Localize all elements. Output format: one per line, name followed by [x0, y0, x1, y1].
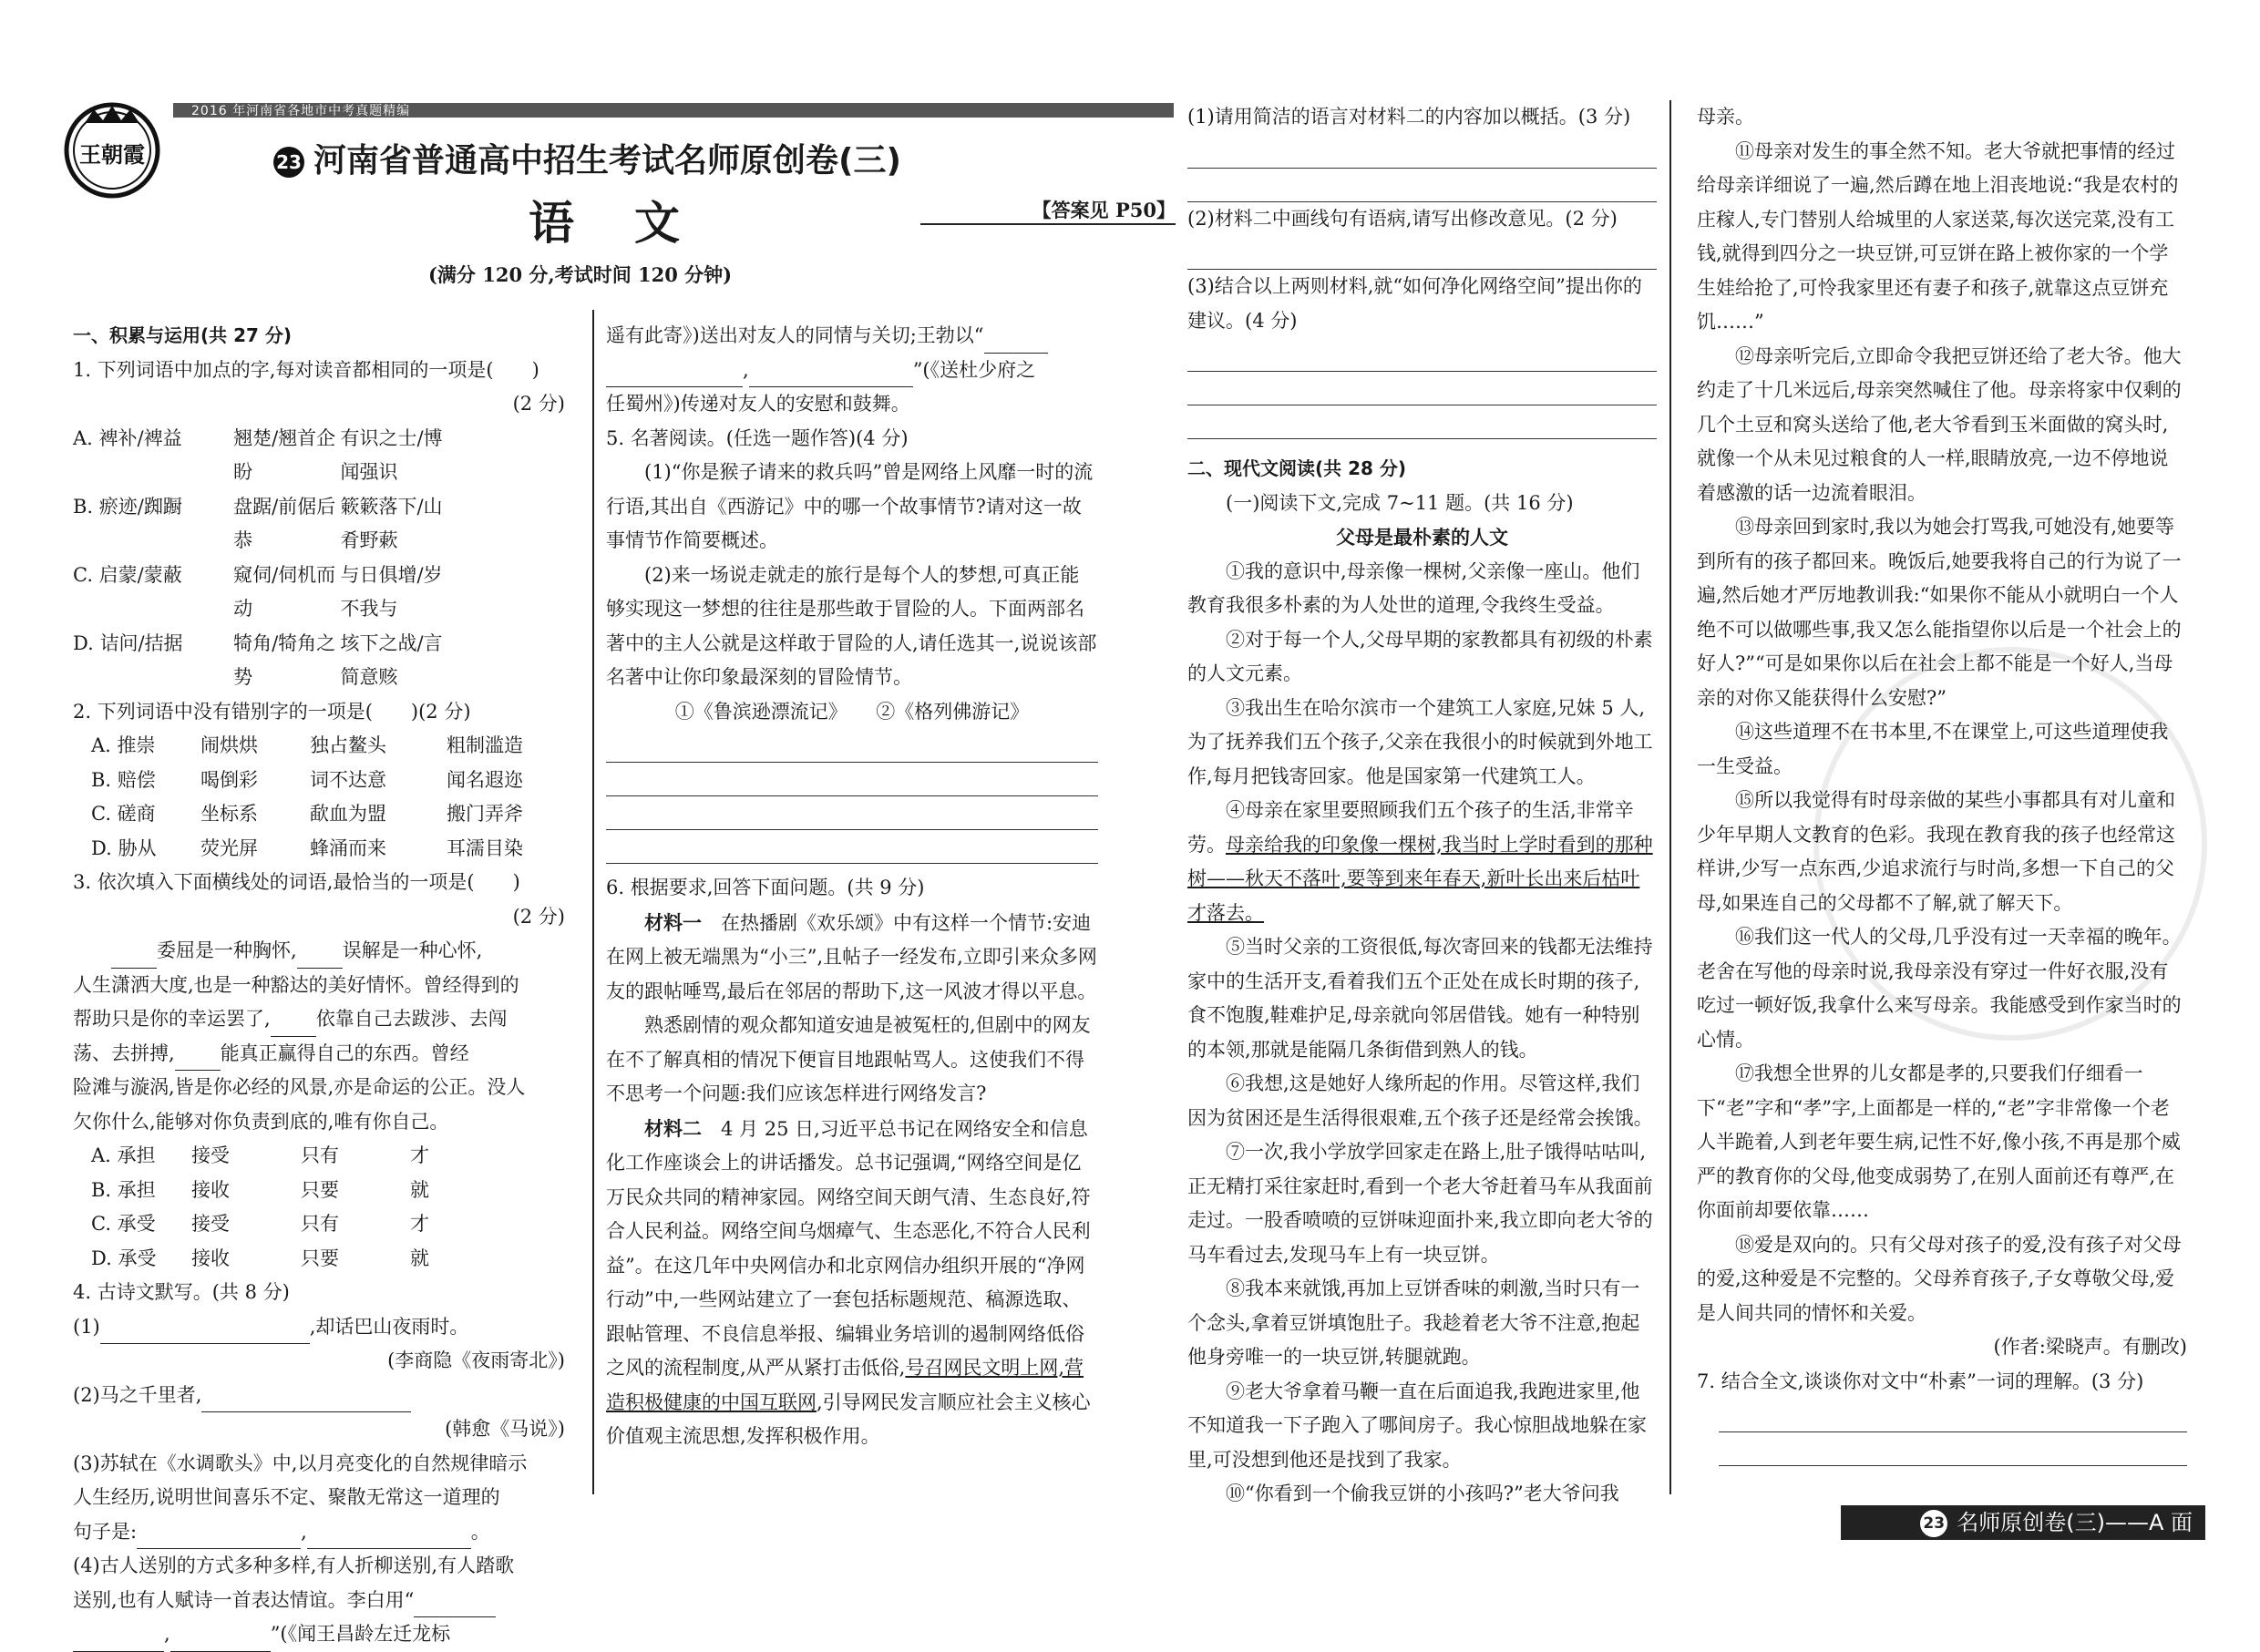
question-4: 4. 古诗文默写。(共 8 分): [73, 1281, 290, 1303]
exam-title-text: 河南省普通高中招生考试名师原创卷(三): [313, 142, 901, 180]
question-6-1: (1)请用简洁的语言对材料二的内容加以概括。(3 分): [1187, 106, 1631, 128]
answer-line[interactable]: [1187, 405, 1657, 439]
page-footer: [1841, 1505, 2205, 1540]
answer-line[interactable]: [1187, 135, 1657, 169]
answer-reference: 【答案见 P50】: [920, 196, 1176, 225]
series-text: 2016 年河南省各地市中考真题精编: [191, 104, 411, 118]
question-score: (2 分): [512, 905, 565, 928]
exam-subtitle: (满分 120 分,考试时间 120 分钟): [428, 263, 733, 286]
exam-title: [273, 135, 901, 181]
answer-line[interactable]: [606, 830, 1098, 864]
answer-line[interactable]: [606, 796, 1098, 830]
article-title: 父母是最朴素的人文: [1336, 526, 1508, 549]
question-3: 3. 依次填入下面横线处的词语,最恰当的一项是( ): [73, 871, 520, 893]
section-heading: 一、积累与运用(共 27 分): [73, 324, 293, 346]
logo-text: 王朝霞: [79, 141, 145, 168]
section-heading: 二、现代文阅读(共 28 分): [1187, 457, 1407, 479]
footer-number: 23: [1920, 1510, 1947, 1537]
question-6: 6. 根据要求,回答下面问题。(共 9 分): [606, 877, 925, 898]
answer-line[interactable]: [1719, 1432, 2187, 1466]
column-divider: [592, 310, 594, 1494]
question-5: 5. 名著阅读。(任选一题作答)(4 分): [606, 426, 909, 449]
question-7: 7. 结合全文,谈谈你对文中“朴素”一词的理解。(3 分): [1697, 1370, 2144, 1392]
question-6-2: (2)材料二中画线句有语病,请写出修改意见。(2 分): [1187, 207, 1618, 230]
q3-options: A. 承担 接受 只有 才 B. 承担 接收 只要 就 C. 承受 接受 只有 才 D. 承受 接收 只要 就: [91, 1144, 429, 1269]
column-4: 母亲。 ⑪母亲对发生的事全然不知。老大爷就把事情的经过给母亲详细说了一遍,然后蹲在地上泪丧地说:“我是农村的庄稼人,专门替别人给城里的人家送菜,每次送完菜,没有工钱,就得到四分之一块豆饼,可豆饼在路上被你家的一个学生娃给抢了,可怜我家里还有妻子和孩子,就靠这点豆饼充饥……” ⑫母亲听完后,立即命令我把豆饼还给了老大爷。他大约走了十几米远后,母亲突然喊住了他。母亲将家中仅剩的几个土豆和窝头送给了他,老大爷看到玉米面做的窝头时,就像一个从未见过粮食的人一样,眼睛放亮,一边不停地说着感激的话一边流着眼泪。 ⑬母亲回到家时,我以为她会打骂我,可她没有,她要等到所有的孩子都回来。晚饭后,她要我将自己的行为说了一遍,然后她才严厉地教训我:“如果你不能从小就明白一个人绝不可以做哪些事,我又怎么能指望你以后是一个社会上的好人?”“可是如果你以后在社会上都不能是一个好人,当母亲的对你又能获得什么安慰?” ⑭这些道理不在书本里,不在课堂上,可这些道理使我一生受益。 ⑮所以我觉得有时母亲做的某些小事都具有对儿童和少年早期人文教育的色彩。我现在教育我的孩子也经常这样讲,少写一点东西,少追求流行与时尚,多想一下自己的父母,如果连自己的父母都不了解,就了解天下。 ⑯我们这一代人的父母,几乎没有过一天幸福的晚年。老舍在写他的母亲时说,我母亲没有穿过一件好衣服,没有吃过一顿好饭,我拿什么来写母亲。我能感受到作家当时的心情。 ⑰我想全世界的儿女都是孝的,只要我们仔细看一下“老”字和“孝”字,上面都是一样的,“老”字非常像一个老人半跪着,人到老年要生病,记性不好,像小孩,不再是那个威严的教育你的父母,他变成弱势了,在别人面前还有尊严,在你面前却要依靠…… ⑱爱是双向的。只有父母对孩子的爱,没有孩子对父母的爱,这种爱是不完整的。父母养育孩子,子女尊敬父母,爱是人间共同的情怀和关爱。 (作者:梁晓声。有删改) 7. 结合全文,谈谈你对文中“朴素”一词的理解。(3 分): [1697, 100, 2187, 1466]
book-options: ①《鲁滨逊漂流记》 ②《格列佛游记》: [674, 700, 1030, 723]
answer-line[interactable]: [1187, 236, 1657, 270]
exam-number: 23: [273, 147, 304, 178]
footer-label: 名师原创卷(三)——A 面: [1957, 1510, 2193, 1535]
question-1: 1. 下列词语中加点的字,每对读音都相同的一项是( ): [73, 358, 539, 381]
question-score: (2 分): [512, 393, 565, 415]
answer-line[interactable]: [1719, 1399, 2187, 1432]
question-2: 2. 下列词语中没有错别字的一项是( )(2 分): [73, 700, 471, 723]
answer-line[interactable]: [606, 729, 1098, 763]
q2-options: A. 推崇 闹烘烘 独占鳌头 粗制滥造 B. 赔偿 喝倒彩 词不达意 闻名遐迩 C. 磋商 坐标系 歃血为盟 搬门弄斧 D. 胁从 荧光屏 蜂涌而来 耳濡目染: [91, 734, 523, 859]
article-author: (作者:梁晓声。有删改): [1993, 1336, 2187, 1358]
answer-line[interactable]: [1187, 169, 1657, 202]
q1-options: A. 裨补/裨益 翘楚/翘首企盼 有识之士/博闻强识 B. 瘀迹/踟蹰 盘踞/前倨后恭 簌簌落下/山肴野蔌 C. 启蒙/蒙蔽 窥伺/伺机而动 与日俱增/岁不我与 D. 诘问/拮据 犄角/犄角之势 垓下之战/言简意赅: [73, 426, 443, 688]
column-1: 一、积累与运用(共 27 分) 1. 下列词语中加点的字,每对读音都相同的一项是( ) (2 分) A. 裨补/裨益 翘楚/翘首企盼 有识之士/博闻强识 B. 瘀迹/踟蹰 盘踞/前倨后恭 簌簌落下/山肴野蔌 C. 启蒙/蒙蔽 窥伺/伺机而动 与日俱增/岁不我与 D. 诘问/拮据 犄角/犄角之势 垓下之战/言简意赅 2. 下列词语中没有错别字的一项是( )(2 分) A. 推崇 闹烘烘 独占鳌头 粗制滥造 B. 赔偿 喝倒彩 词不达意 闻名遐迩 C. 磋商 坐标系 歃血为盟 搬门弄斧 D. 胁从 荧光屏 蜂涌而来 耳濡目染 3. 依次填入下面横线处的词语,最恰当的一项是( ) (2 分) 委屈是一种胸怀, 误解是一种心怀, 人生潇洒大度,也是一种豁达的美好情怀。曾经得到的 帮助只是你的幸运罢了, 依靠自己去跋涉、去闯 荡、去拼搏, 能真正赢得自己的东西。曾经 险滩与漩涡,皆是你必经的风景,亦是命运的公正。没人 欠你什么,能够对你负责到底的,唯有你自己。 A. 承担 接受 只有 才 B. 承担 接收 只要 就 C. 承受 接受 只有 才 D. 承受 接收 只要 就 4. 古诗文默写。(共 8 分) (1) ,却话巴山夜雨时。 (李商隐《夜雨寄北》) (2)马之千里者, (韩愈《马说》) (3)苏轼在《水调歌头》中,以月亮变化的自然规律暗示 人生经历,说明世间喜乐不定、聚散无常这一道理的 句子是: , 。 (4)古人送别的方式多种多样,有人折柳送别,有人踏歌 送别,也有人赋诗一首表达情谊。李白用“ , ”(《闻王昌龄左迁龙标: [73, 319, 565, 1652]
column-3: (1)请用简洁的语言对材料二的内容加以概括。(3 分) (2)材料二中画线句有语病,请写出修改意见。(2 分) (3)结合以上两则材料,就“如何净化网络空间”提出你的建议。(4 分) 二、现代文阅读(共 28 分) (一)阅读下文,完成 7~11 题。(共 16 分) 父母是最朴素的人文 ①我的意识中,母亲像一棵树,父亲像一座山。他们教育我很多朴素的为人处世的道理,令我终生受益。 ②对于每一个人,父母早期的家教都具有初级的朴素的人文元素。 ③我出生在哈尔滨市一个建筑工人家庭,兄妹 5 人,为了抚养我们五个孩子,父亲在我很小的时候就到外地工作,每月把钱寄回家。他是国家第一代建筑工人。 ④母亲在家里要照顾我们五个孩子的生活,非常辛劳。母亲给我的印象像一棵树,我当时上学时看到的那种树——秋天不落叶,要等到来年春天,新叶长出来后枯叶才落去。 ⑤当时父亲的工资很低,每次寄回来的钱都无法维持家中的生活开支,看着我们五个正处在成长时期的孩子,食不饱腹,鞋难护足,母亲就向邻居借钱。她有一种特别的本领,那就是能隔几条街借到熟人的钱。 ⑥我想,这是她好人缘所起的作用。尽管这样,我们因为贫困还是生活得很艰难,五个孩子还是经常会挨饿。 ⑦一次,我小学放学回家走在路上,肚子饿得咕咕叫,正无精打采往家赶时,看到一个老大爷赶着马车从我面前走过。一股香喷喷的豆饼味迎面扑来,我立即向老大爷的马车看过去,发现马车上有一块豆饼。 ⑧我本来就饿,再加上豆饼香味的刺激,当时只有一个念头,拿着豆饼填饱肚子。我趁着老大爷不注意,抱起他身旁唯一的一块豆饼,转腿就跑。 ⑨老大爷拿着马鞭一直在后面追我,我跑进家里,他不知道我一下子跑入了哪间房子。我心惊胆战地躲在家里,可没想到他还是找到了我家。 ⑩“你看到一个偷我豆饼的小孩吗?”老大爷问我: [1187, 100, 1657, 1512]
answer-line[interactable]: [606, 763, 1098, 796]
brand-logo: [62, 100, 162, 200]
answer-line[interactable]: [1187, 372, 1657, 405]
question-6-3: (3)结合以上两则材料,就“如何净化网络空间”提出你的建议。(4 分): [1187, 275, 1642, 332]
series-bar: [173, 103, 1174, 118]
column-divider: [1669, 100, 1671, 1494]
subject-title: 语 文: [529, 197, 687, 250]
column-2: 遥有此寄》)送出对友人的同情与关切;王勃以“ , ”(《送杜少府之 任蜀州》)传递对友人的安慰和鼓舞。 5. 名著阅读。(任选一题作答)(4 分) (1)“你是猴子请来的救兵吗”曾是网络上风靡一时的流行语,其出自《西游记》中的哪一个故事情节?请对这一故事情节作简要概述。 (2)来一场说走就走的旅行是每个人的梦想,可真正能够实现这一梦想的往往是那些敢于冒险的人。下面两部名著中的主人公就是这样敢于冒险的人,请任选其一,说说该部名著中让你印象最深刻的冒险情节。 ①《鲁滨逊漂流记》 ②《格列佛游记》 6. 根据要求,回答下面问题。(共 9 分) 材料一 在热播剧《欢乐颂》中有这样一个情节:安迪在网上被无端黑为“小三”,且帖子一经发布,立即引来众多网友的跟帖唾骂,最后在邻居的帮助下,这一风波才得以平息。 熟悉剧情的观众都知道安迪是被冤枉的,但剧中的网友在不了解真相的情况下便盲目地跟帖骂人。这使我们不得不思考一个问题:我们应该怎样进行网络发言? 材料二 4 月 25 日,习近平总书记在网络安全和信息化工作座谈会上的讲话播发。总书记强调,“网络空间是亿万民众共同的精神家园。网络空间天朗气清、生态良好,符合人民利益。网络空间乌烟瘴气、生态恶化,不符合人民利益”。在这几年中央网信办和北京网信办组织开展的“净网行动”中,一些网站建立了一套包括标题规范、稿源选取、跟帖管理、不良信息举报、编辑业务培训的遏制网络低俗之风的流程制度,从严从紧打击低俗,号召网民文明上网,营造积极健康的中国互联网,引导网民发言顺应社会主义核心价值观主流思想,发挥积极作用。: [606, 324, 1097, 1447]
answer-line[interactable]: [1187, 338, 1657, 372]
